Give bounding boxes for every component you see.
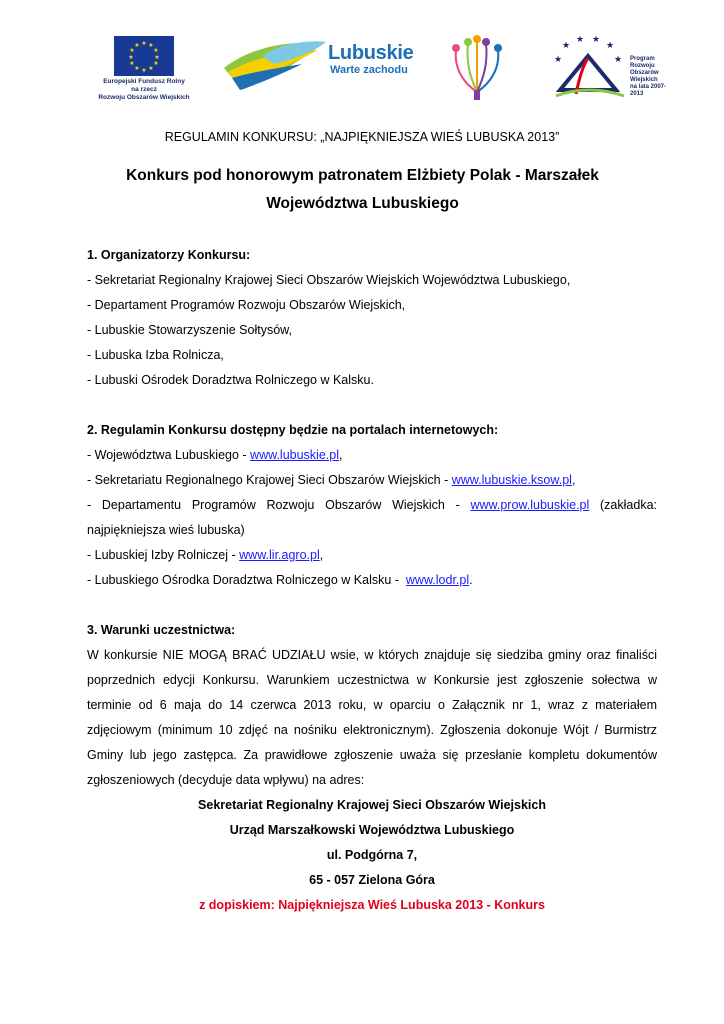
prow-caption-line: Wiejskich — [630, 77, 658, 83]
svg-text:★: ★ — [591, 35, 601, 45]
list-item: - Lubuskie Stowarzyszenie Sołtysów, — [87, 323, 292, 337]
list-item-continuation: najpiękniejsza wieś lubuska) — [87, 523, 245, 537]
leader-logo — [442, 32, 512, 102]
section-heading: 1. Organizatorzy Konkursu: — [87, 248, 251, 262]
svg-text:★: ★ — [613, 55, 623, 65]
address-note: z dopiskiem: Najpiękniejsza Wieś Lubuska 2013 - Konkurs — [199, 898, 545, 912]
list-item — [87, 443, 657, 468]
section-heading: 2. Regulamin Konkursu dostępny będzie na portalach internetowych: — [87, 423, 499, 437]
svg-text:★: ★ — [134, 65, 140, 72]
lubuskie-tagline: Warte zachodu — [330, 64, 408, 76]
address-line: ul. Podgórna 7, — [326, 848, 418, 862]
prow-caption-line: na lata 2007-2013 — [630, 84, 667, 97]
prow-caption-line: Program — [630, 56, 655, 62]
list-item-text: - Lubuskiej Izby Rolniczej - — [87, 548, 240, 562]
list-item-text: - Lubuskiego Ośrodka Doradztwa Rolniczego w Kalsku - — [87, 573, 406, 587]
spacer — [87, 593, 657, 618]
list-item: - Departament Programów Rozwoju Obszarów Wiejskich, — [87, 298, 406, 312]
document-body — [87, 243, 657, 918]
list-item-text: . — [469, 573, 473, 587]
link-lodr[interactable]: www.lodr.pl — [405, 573, 470, 587]
link-lubuskie[interactable]: www.lubuskie.pl — [250, 448, 339, 462]
svg-text:★: ★ — [605, 41, 615, 51]
svg-text:★: ★ — [561, 41, 571, 51]
lubuskie-logo — [222, 38, 412, 94]
svg-text:★: ★ — [575, 35, 585, 45]
leader-flower-icon — [442, 32, 512, 102]
link-ksow[interactable]: www.lubuskie.ksow.pl — [451, 473, 572, 487]
svg-text:★: ★ — [129, 47, 135, 54]
document-header: REGULAMIN KONKURSU: „NAJPIĘKNIEJSZA WIEŚ LUBUSKA 2013” — [164, 130, 560, 144]
list-item — [87, 568, 657, 593]
document-title: Konkurs pod honorowym patronatem Elżbiety Polak - Marszałek Województwa Lubuskiego — [126, 167, 599, 212]
svg-text:★: ★ — [148, 42, 154, 49]
eu-flag-icon — [114, 36, 174, 76]
link-prow[interactable]: www.prow.lubuskie.pl — [470, 498, 590, 512]
address-line: Sekretariat Regionalny Krajowej Sieci Obszarów Wiejskich — [198, 798, 546, 812]
prow-logo — [546, 34, 676, 104]
lubuskie-swoosh-icon — [222, 38, 327, 94]
svg-text:★: ★ — [141, 40, 147, 47]
list-item-text: , — [338, 448, 343, 462]
eu-caption-line: na rzecz — [131, 86, 157, 93]
address-line: 65 - 057 Zielona Góra — [309, 873, 435, 887]
logos-bar — [0, 30, 724, 110]
svg-text:★: ★ — [148, 65, 154, 72]
list-item: - Sekretariat Regionalny Krajowej Sieci Obszarów Wiejskich Województwa Lubuskiego, — [87, 273, 571, 287]
list-item — [87, 468, 657, 493]
list-item-text: (zakładka: — [589, 498, 657, 512]
address-line: Urząd Marszałkowski Województwa Lubuskiego — [229, 823, 515, 837]
eu-caption-line: Europejski Fundusz Rolny — [103, 78, 185, 85]
list-item — [87, 493, 657, 518]
svg-text:★: ★ — [141, 67, 147, 74]
prow-caption — [630, 56, 676, 98]
section-heading: 3. Warunki uczestnictwa: — [87, 623, 236, 637]
spacer — [87, 393, 657, 418]
svg-text:★: ★ — [128, 54, 134, 61]
section-paragraph: W konkursie NIE MOGĄ BRAĆ UDZIAŁU wsie, w których znajduje się siedziba gminy oraz finaliści poprzednich edycji Konkursu. Warunkiem uczestnictwa w Konkursie jest zgłoszenie sołectwa w terminie od 6 maja do 14 czerwca 2013 roku, w oparciu o Załącznik nr 1, wraz z materiałem zdjęciowym (minimum 10 zdjęć na nośniku elektronicznym). Zgłoszenia dokonuje Wójt / Burmistrz Gminy lub jego zastępca. Za prawidłowe zgłoszenie uważa się przesłanie kompletu dokumentów zgłoszeniowych (decyduje data wpływu) na adres: — [87, 648, 657, 787]
list-item-text: - Departamentu Programów Rozwoju Obszarów Wiejskich - — [87, 498, 471, 512]
eu-logo — [90, 36, 198, 102]
lubuskie-wordmark: Lubuskie — [328, 42, 414, 64]
prow-caption-line: Rozwoju — [630, 63, 655, 69]
list-item-text: , — [571, 473, 576, 487]
svg-text:★: ★ — [154, 54, 160, 61]
eu-caption — [90, 78, 198, 102]
svg-text:★: ★ — [134, 42, 140, 49]
link-lir[interactable]: www.lir.agro.pl — [239, 548, 320, 562]
svg-text:★: ★ — [153, 60, 159, 67]
svg-text:★: ★ — [129, 60, 135, 67]
list-item-text: , — [319, 548, 324, 562]
svg-text:★: ★ — [553, 55, 563, 65]
list-item: - Lubuski Ośrodek Doradztwa Rolniczego w Kalsku. — [87, 373, 374, 387]
prow-caption-line: Obszarów — [630, 70, 659, 76]
list-item-text: - Województwa Lubuskiego - — [87, 448, 251, 462]
eu-caption-line: Rozwoju Obszarów Wiejskich — [98, 94, 190, 101]
svg-text:★: ★ — [153, 47, 159, 54]
list-item-text: - Sekretariatu Regionalnego Krajowej Sieci Obszarów Wiejskich - — [87, 473, 452, 487]
list-item — [87, 543, 657, 568]
prow-stars-house-icon — [546, 34, 630, 104]
list-item: - Lubuska Izba Rolnicza, — [87, 348, 224, 362]
